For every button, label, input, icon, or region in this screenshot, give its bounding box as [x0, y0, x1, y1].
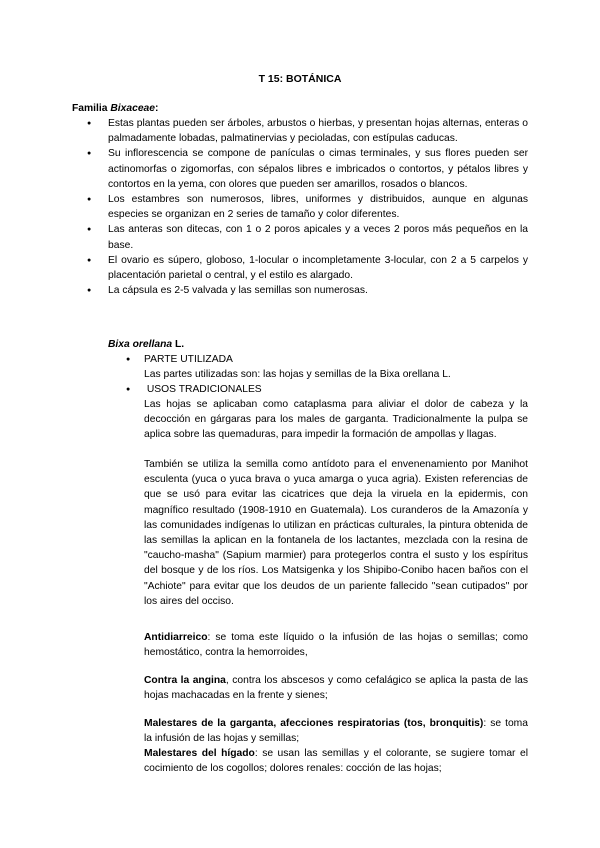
document-title: T 15: BOTÁNICA — [258, 73, 342, 85]
garganta-text: : se toma la infusión de las hojas y semillas; — [144, 718, 528, 745]
family-prefix: Familia — [72, 103, 111, 114]
usos-heading: USOS TRADICIONALES — [144, 384, 262, 395]
garganta-paragraph — [144, 716, 528, 746]
family-bullet: ● Las anteras son ditecas, con 1 o 2 poros apicales y a veces 2 poros más pequeños en la base. — [108, 222, 528, 252]
species-name: Bixa orellana — [108, 339, 173, 350]
bullet-icon: ● — [126, 386, 131, 393]
usos-paragraph-1: Las hojas se aplicaban como cataplasma para aliviar el dolor de cabeza y la decocción en gárgaras para los males de garganta. Tradicionalmente la pulpa se aplica sobre las quemaduras, para impedir la formación de ampollas y llagas. — [144, 399, 528, 441]
parte-utilizada-heading: PARTE UTILIZADA — [144, 354, 233, 365]
family-bullet: ● Su inflorescencia se compone de panículas o cimas terminales, y sus flores pueden ser actinomorfas o zigomorfas, con sépalos libres e imbricados o contortos, y pétalos libres y contortos en la yema, con olores que pueden ser amarillos, rosados o blancos. — [108, 146, 528, 192]
family-bullet: ● La cápsula es 2-5 valvada y las semillas son numerosas. — [108, 283, 528, 298]
family-name: Bixaceae — [110, 103, 156, 114]
angina-text: , contra los abscesos y como cefalágico se aplica la pasta de las hojas machacadas en la frente y sienes; — [144, 675, 529, 702]
family-heading — [72, 101, 158, 116]
parte-utilizada-text: Las partes utilizadas son: las hojas y semillas de la Bixa orellana L. — [144, 369, 451, 380]
species-author: L. — [172, 339, 185, 350]
antidiarreico-text: : se toma este líquido o la infusión de las hojas o semillas; como hemostático, contra la hemorroides, — [144, 632, 528, 659]
bullet-icon: ● — [126, 356, 131, 363]
antidiarreico-paragraph — [144, 630, 528, 660]
family-bullet: ● Estas plantas pueden ser árboles, arbustos o hierbas, y presentan hojas alternas, enteras o palmadamente lobadas, palmatinervias y pecioladas, con estípulas caducas. — [108, 116, 528, 146]
higado-label: Malestares del hígado — [144, 748, 255, 759]
higado-text: : se usan las semillas y el colorante, se sugiere tomar el cocimiento de los cogollos; dolores renales: cocción de las hojas; — [144, 748, 528, 775]
species-heading — [108, 337, 184, 352]
family-bullet: ● Los estambres son numerosos, libres, uniformes y distribuidos, aunque en algunas especies se organizan en 2 series de tamaño y color diferentes. — [108, 192, 528, 222]
higado-paragraph — [144, 746, 528, 776]
garganta-label: Malestares de la garganta, afecciones respiratorias (tos, bronquitis) — [144, 718, 484, 729]
angina-paragraph — [144, 673, 528, 703]
usos-paragraph-2: También se utiliza la semilla como antídoto para el envenenamiento por Manihot esculenta (yuca o yuca brava o yuca amarga o yuca agria). Existen referencias de que se usó para evitar las cicatrices que deja la viruela en la epidermis, con magnífico resultado (1908-1910 en Guatemala). Los curanderos de la Amazonía y las comunidades indígenas lo utilizan en prácticas culturales, la pintura obtenida de las semillas la aplican en la fontanela de los lactantes, mezclada con la resina de "caucho-masha" (Sapium marmier) para protegerlos contra el susto y los espíritus del bosque y de los ríos. Los Matsigenka y los Shipibo-Conibo hacen baños con el "Achiote" para evitar que los deudos de un pariente fallecido "sean cutipados" por los aires del occiso. — [144, 459, 528, 607]
family-bullet-list — [108, 116, 528, 298]
antidiarreico-label: Antidiarreico — [144, 632, 208, 643]
family-bullet: ● El ovario es súpero, globoso, 1-locular o incompletamente 3-locular, con 2 a 5 carpelos y placentación parietal o central, y el estilo es alargado. — [108, 253, 528, 283]
angina-label: Contra la angina — [144, 675, 226, 686]
family-suffix: : — [155, 103, 159, 114]
